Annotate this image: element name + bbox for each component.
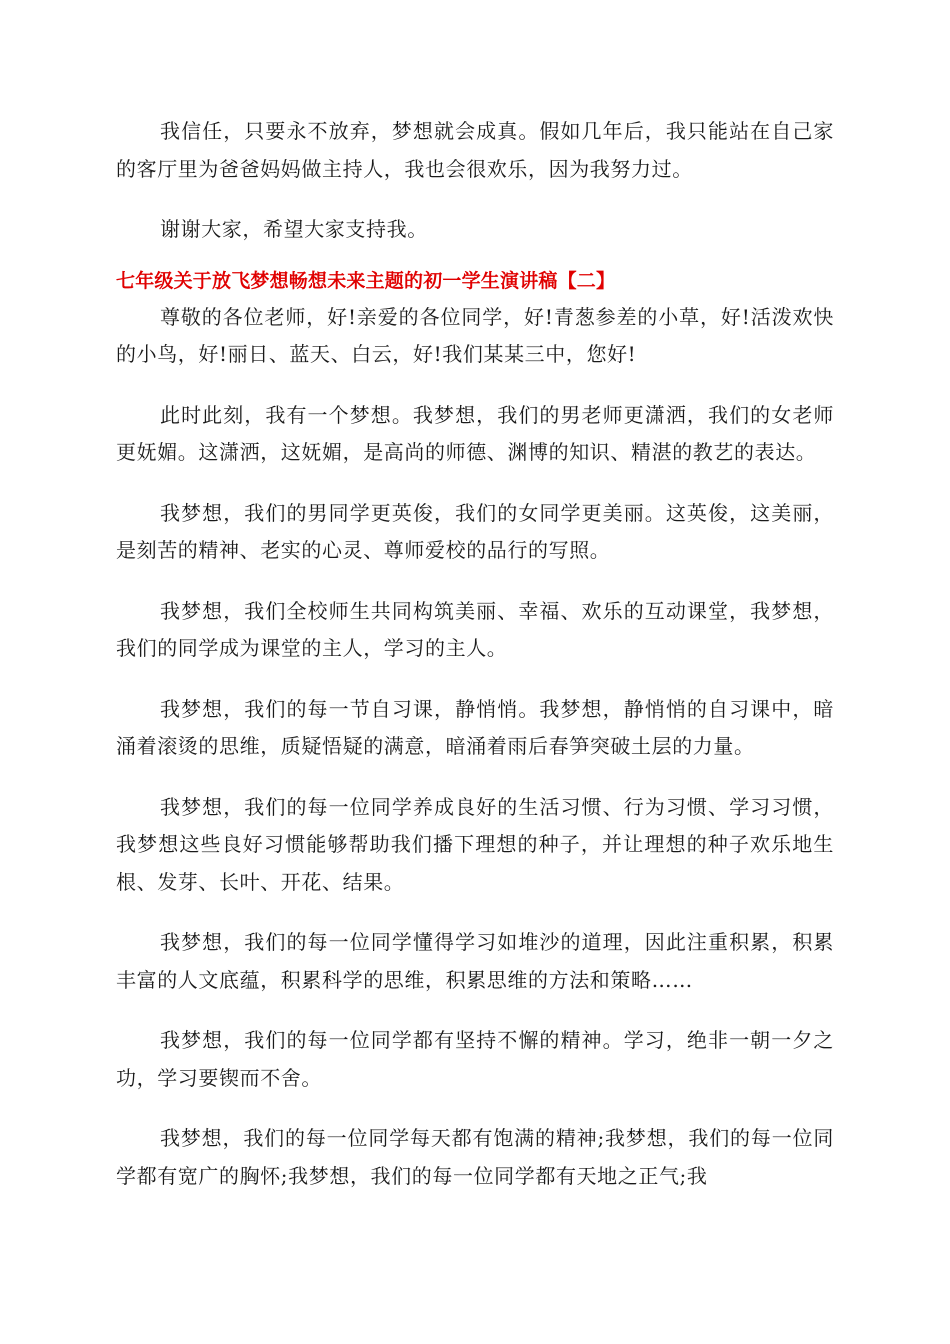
paragraph: 我梦想，我们的每一位同学每天都有饱满的精神;我梦想，我们的每一位同学都有宽广的胸怀;我梦想，我们的每一位同学都有天地之正气;我 — [116, 1126, 834, 1188]
paragraph: 我梦想，我们的男同学更英俊，我们的女同学更美丽。这英俊，这美丽，是刻苦的精神、老实的心灵、尊师爱校的品行的写照。 — [116, 500, 834, 562]
paragraph: 尊敬的各位老师，好!亲爱的各位同学，好!青葱参差的小草，好!活泼欢快的小鸟，好!丽日、蓝天、白云，好!我们某某三中，您好! — [116, 304, 834, 366]
paragraph: 此时此刻，我有一个梦想。我梦想，我们的男老师更潇洒，我们的女老师更妩媚。这潇洒，这妩媚，是高尚的师德、渊博的知识、精湛的教艺的表达。 — [116, 402, 834, 464]
paragraph: 谢谢大家，希望大家支持我。 — [160, 217, 428, 241]
document-body — [116, 113, 834, 1218]
paragraph: 我梦想，我们全校师生共同构筑美丽、幸福、欢乐的互动课堂，我梦想，我们的同学成为课堂的主人，学习的主人。 — [116, 598, 834, 660]
section-heading: 七年级关于放飞梦想畅想未来主题的初一学生演讲稿【二】 — [116, 269, 616, 292]
paragraph: 我梦想，我们的每一位同学懂得学习如堆沙的道理，因此注重积累，积累丰富的人文底蕴，积累科学的思维，积累思维的方法和策略…… — [116, 930, 834, 992]
paragraph: 我梦想，我们的每一位同学养成良好的生活习惯、行为习惯、学习习惯，我梦想这些良好习惯能够帮助我们播下理想的种子，并让理想的种子欢乐地生根、发芽、长叶、开花、结果。 — [116, 794, 834, 894]
paragraph: 我梦想，我们的每一位同学都有坚持不懈的精神。学习，绝非一朝一夕之功，学习要锲而不舍。 — [116, 1028, 834, 1090]
paragraph: 我信任，只要永不放弃，梦想就会成真。假如几年后，我只能站在自己家的客厅里为爸爸妈妈做主持人，我也会很欢乐，因为我努力过。 — [116, 119, 834, 181]
paragraph: 我梦想，我们的每一节自习课，静悄悄。我梦想，静悄悄的自习课中，暗涌着滚烫的思维，质疑悟疑的满意，暗涌着雨后春笋突破土层的力量。 — [116, 696, 834, 758]
